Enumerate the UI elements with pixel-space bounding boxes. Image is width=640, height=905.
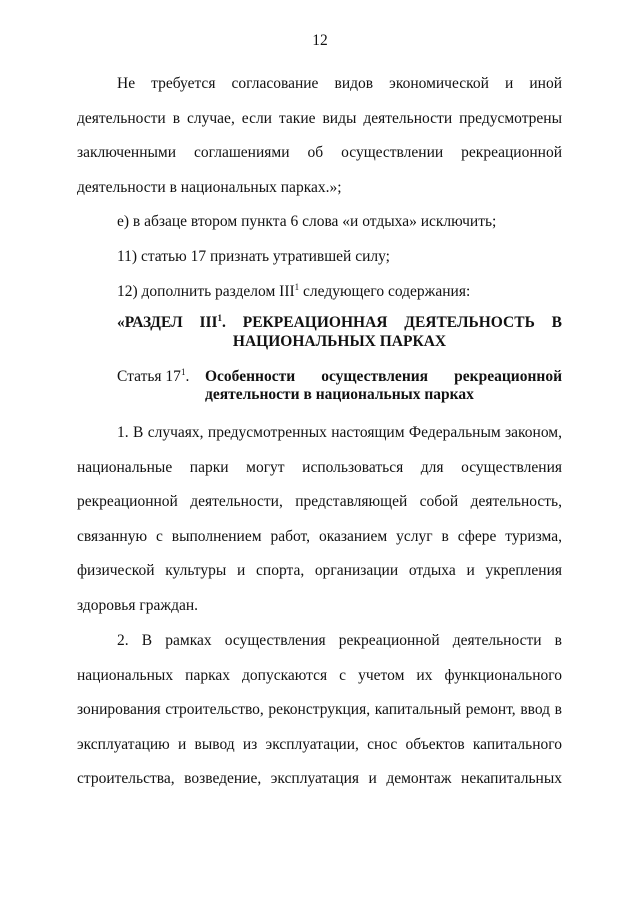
- text-line: деятельности в случае, если такие виды деятельности предусмотрены: [77, 109, 562, 127]
- item-12-text: 12) дополнить разделом III: [117, 283, 295, 300]
- text-line: национальных парках допускаются с учетом их функционального: [77, 666, 562, 684]
- text-line: физической культуры и спорта, организации отдыха и укрепления: [77, 562, 562, 580]
- section-title: [117, 313, 562, 351]
- article-label: [117, 368, 189, 386]
- text-line: 11) статью 17 признать утратившей силу;: [117, 248, 390, 265]
- article-title-line-2: деятельности в национальных парках: [205, 386, 474, 403]
- text-line: здоровья граждан.: [77, 596, 199, 614]
- item-e: [77, 205, 562, 240]
- text-line: е) в абзаце втором пункта 6 слова «и отдыха» исключить;: [117, 213, 497, 230]
- item-12: [77, 275, 562, 310]
- section-title-line-2: НАЦИОНАЛЬНЫХ ПАРКАХ: [232, 333, 447, 350]
- item-11: [77, 240, 562, 275]
- text-line: связанную с выполнением работ, оказанием услуг в сфере туризма,: [77, 527, 562, 545]
- superscript: 1: [217, 313, 223, 323]
- section-line1-rest: . РЕКРЕАЦИОННАЯ ДЕЯТЕЛЬНОСТЬ В: [222, 314, 562, 331]
- text-line: [77, 275, 562, 310]
- article-label-text: Статья 17: [117, 368, 181, 385]
- superscript: 1: [294, 282, 300, 292]
- text-line: Не требуется согласование видов экономической и иной: [117, 75, 562, 92]
- article-label-dot: .: [185, 368, 190, 385]
- text-line: зонирования строительство, реконструкция, капитальный ремонт, ввод в: [77, 701, 562, 719]
- article-title: [205, 368, 562, 404]
- point-2: [77, 624, 562, 797]
- text-line: строительства, возведение, эксплуатация и демонтаж некапитальных: [77, 770, 562, 788]
- text-line: 1. В случаях, предусмотренных настоящим Федеральным законом,: [117, 424, 562, 441]
- section-title-line-1: [117, 313, 562, 332]
- paragraph-conclusion: [77, 67, 562, 205]
- point-1: [77, 416, 562, 624]
- text-line: деятельности в национальных парках.»;: [77, 178, 342, 196]
- page-number: 12: [312, 32, 328, 49]
- text-line: эксплуатацию и вывод из эксплуатации, снос объектов капитального: [77, 735, 562, 753]
- text-line: рекреационной деятельности, представляющей собой деятельность,: [77, 493, 562, 511]
- item-12-tail: следующего содержания:: [299, 283, 471, 300]
- text-line: 2. В рамках осуществления рекреационной деятельности в: [117, 632, 562, 649]
- text-line: заключенными соглашениями об осуществлении рекреационной: [77, 144, 562, 162]
- text-line: национальные парки могут использоваться для осуществления: [77, 458, 562, 476]
- superscript: 1: [180, 367, 186, 377]
- section-prefix: «РАЗДЕЛ III: [117, 314, 218, 331]
- article-title-line-1: Особенности осуществления рекреационной: [205, 368, 562, 385]
